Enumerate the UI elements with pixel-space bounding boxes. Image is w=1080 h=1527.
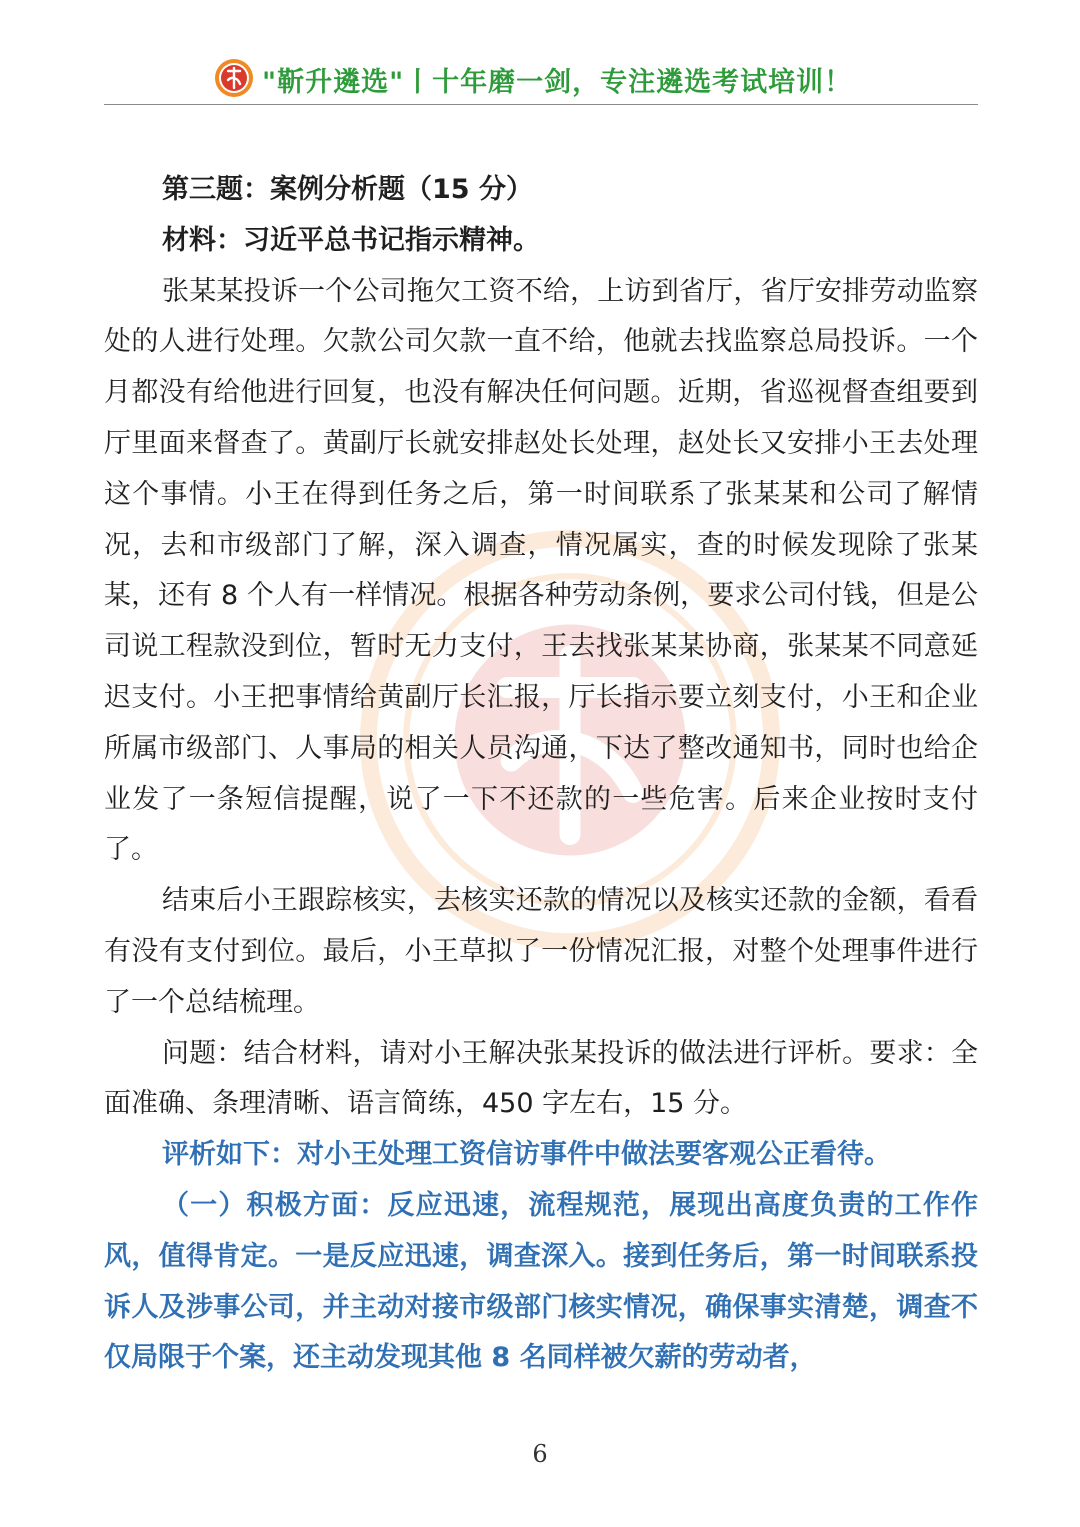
- analysis-point-1: （一）积极方面：反应迅速，流程规范，展现出高度负责的工作作风，值得肯定。一是反应迅速，调查深入。接到任务后，第一时间联系投诉人及涉事公司，并主动对接市级部门核实情况，确保事实清楚，调查不仅局限于个案，还主动发现其他 8 名同样被欠薪的劳动者，: [104, 1189, 978, 1374]
- logo-icon: [214, 58, 254, 98]
- material-line: 材料：习近平总书记指示精神。: [162, 224, 540, 256]
- case-paragraph-2: 结束后小王跟踪核实，去核实还款的情况以及核实还款的金额，看看有没有支付到位。最后，小王草拟了一份情况汇报，对整个处理事件进行了一个总结梳理。: [104, 885, 978, 1018]
- question-text: 问题：结合材料，请对小王解决张某投诉的做法进行评析。要求：全面准确、条理清晰、语言简练，450 字左右，15 分。: [104, 1037, 978, 1120]
- analysis-intro: 评析如下：对小王处理工资信访事件中做法要客观公正看待。: [162, 1139, 891, 1171]
- document-body: [104, 165, 978, 1384]
- header-slogan: "靳升遴选"丨十年磨一剑，专注遴选考试培训！: [262, 67, 853, 98]
- page-number: 6: [532, 1440, 548, 1468]
- page-header: [104, 54, 978, 105]
- case-paragraph-1: 张某某投诉一个公司拖欠工资不给，上访到省厅，省厅安排劳动监察处的人进行处理。欠款公司欠款一直不给，他就去找监察总局投诉。一个月都没有给他进行回复，也没有解决任何问题。近期，省巡视督查组要到厅里面来督查了。黄副厅长就安排赵处长处理，赵处长又安排小王去处理这个事情。小王在得到任务之后，第一时间联系了张某某和公司了解情况，去和市级部门了解，深入调查，情况属实，查的时候发现除了张某某，还有 8 个人有一样情况。根据各种劳动条例，要求公司付钱，但是公司说工程款没到位，暂时无力支付，王去找张某某协商，张某某不同意延迟支付。小王把事情给黄副厅长汇报，厅长指示要立刻支付，小王和企业所属市级部门、人事局的相关人员沟通，下达了整改通知书，同时也给企业发了一条短信提醒，说了一下不还款的一些危害。后来企业按时支付了。: [104, 275, 978, 866]
- question-title: 第三题：案例分析题（15 分）: [162, 174, 533, 205]
